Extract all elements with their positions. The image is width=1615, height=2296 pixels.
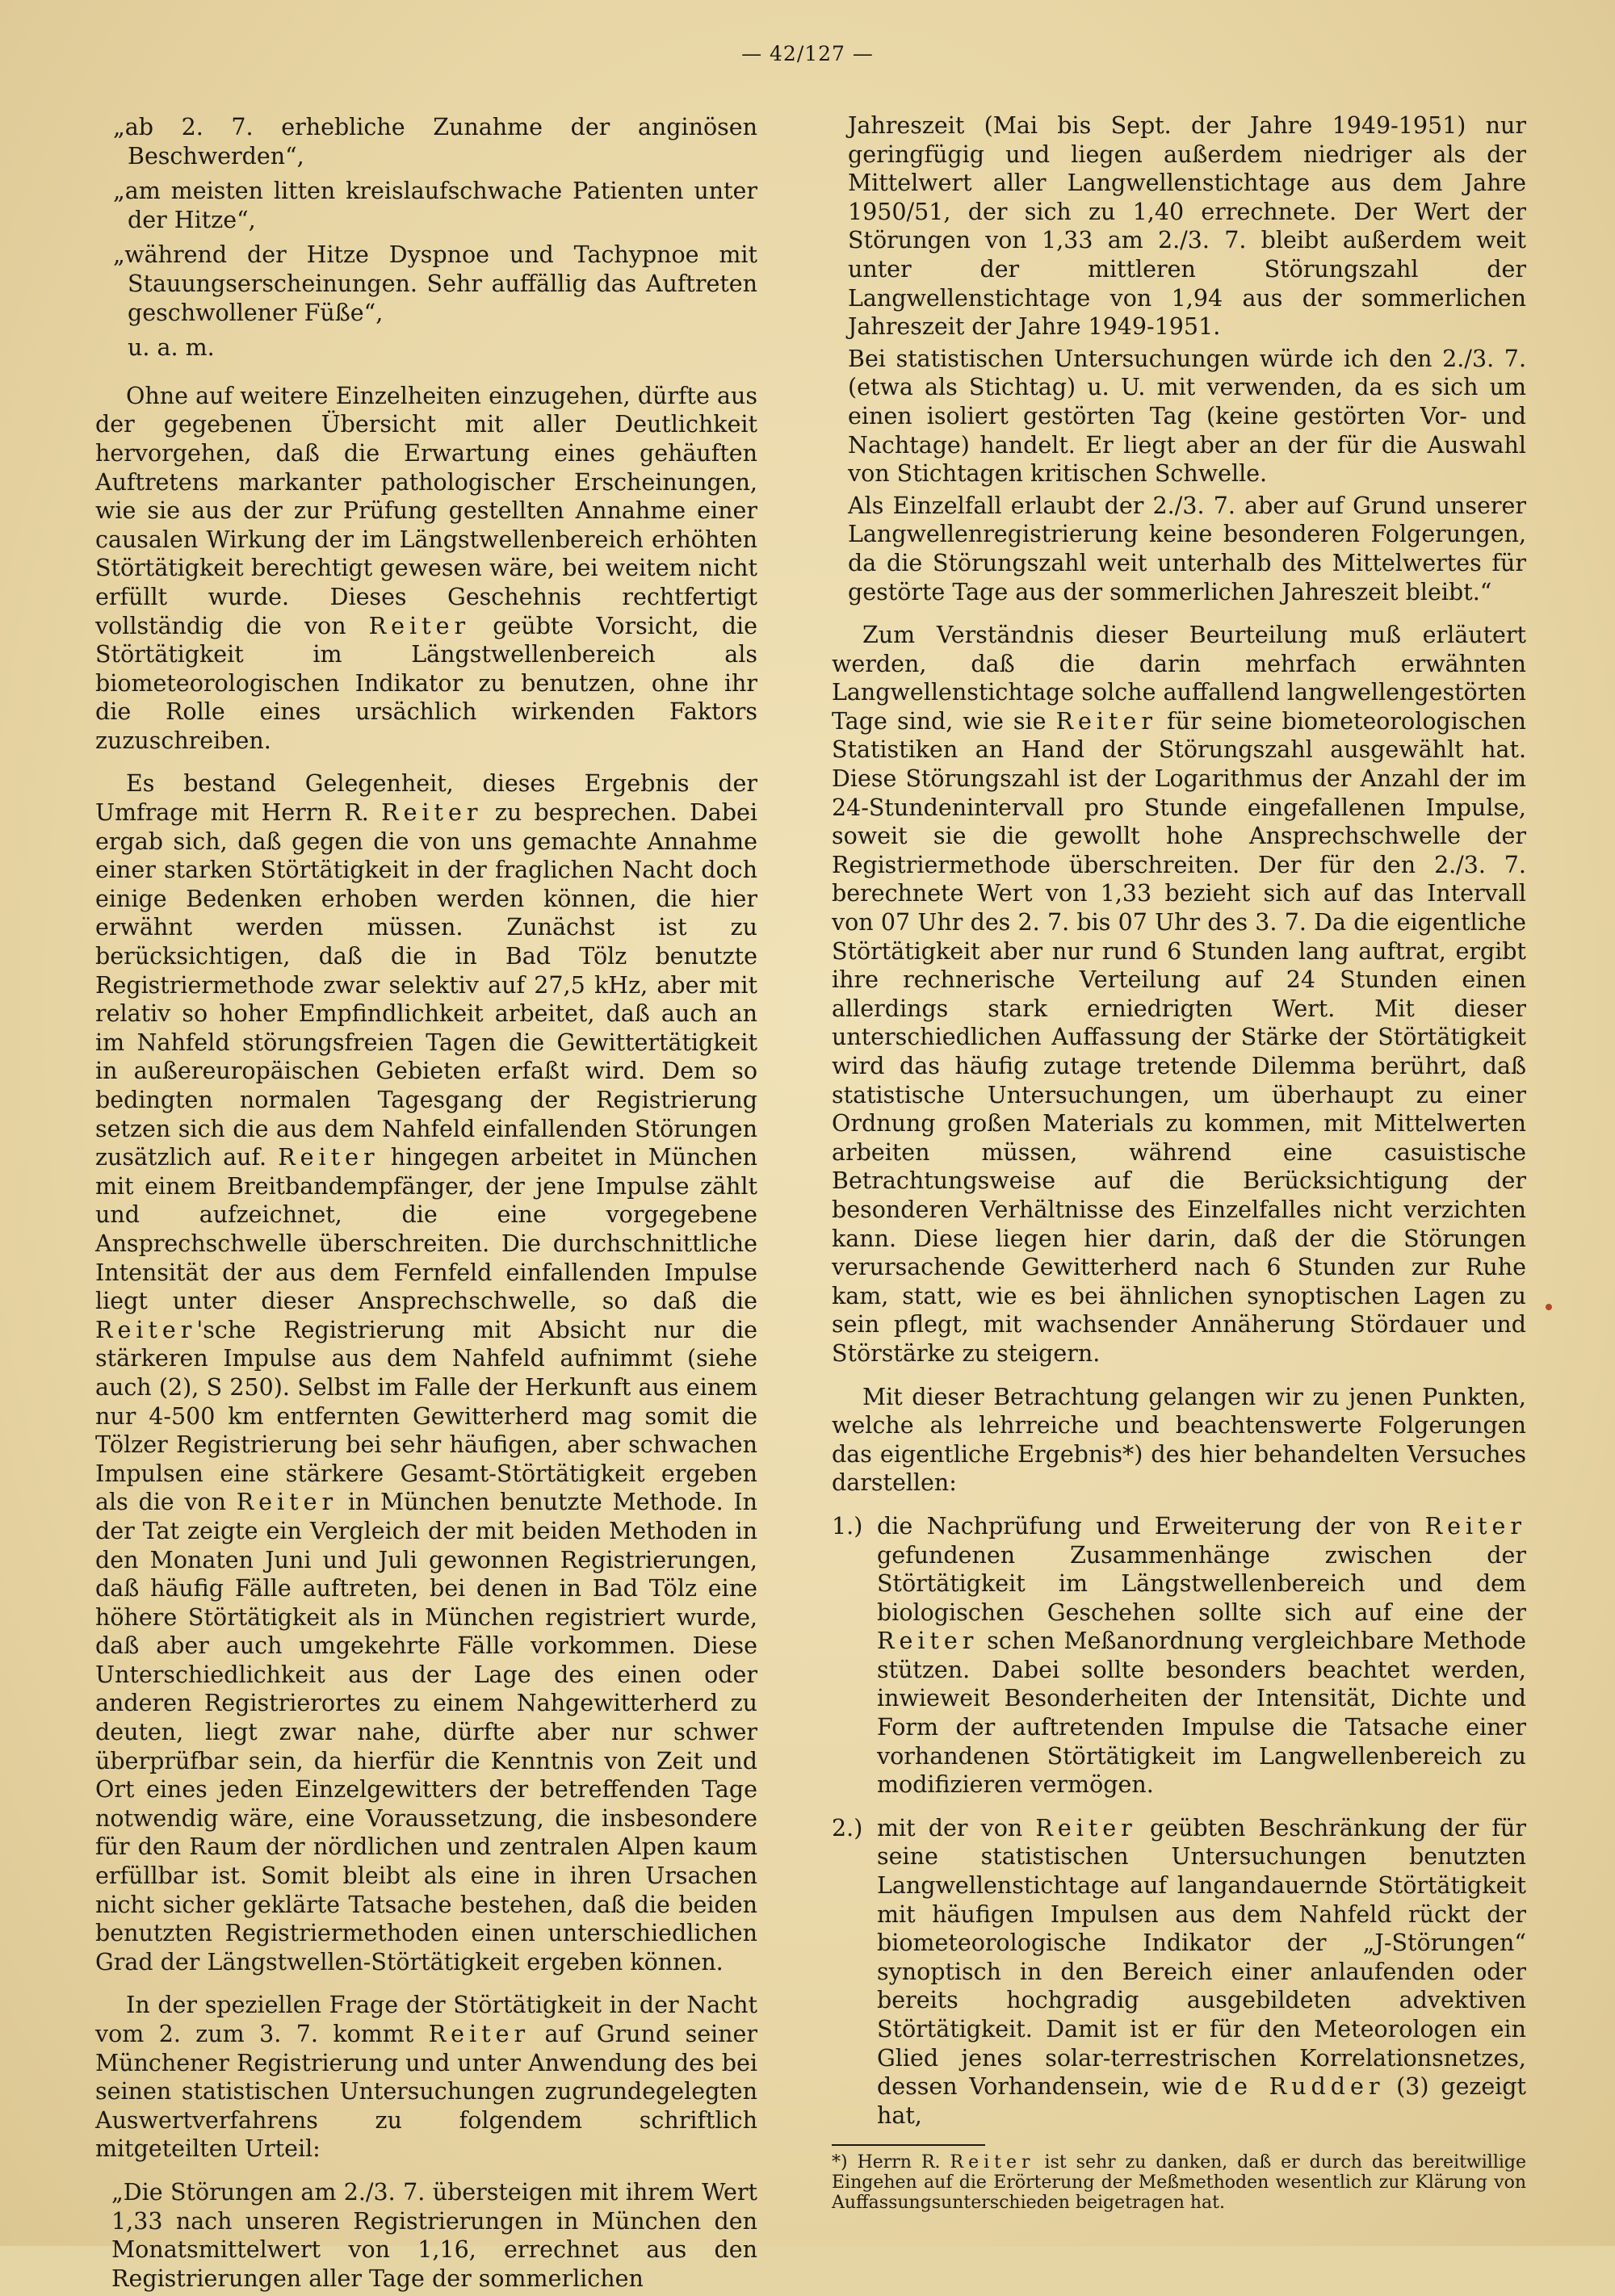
quote-item: „ab 2. 7. erhebliche Zunahme der anginösen Beschwerden“, — [113, 114, 757, 170]
paragraph: Zum Verständnis dieser Beurteilung muß erläutert werden, daß die darin mehrfach erwähnten Langwellenstichtage solche auffallend langwellengestörten Tage sind, wie sie Reiter für seine biometeorologischen Statistiken an Hand der Störungszahl ausgewählt hat. Diese Störungszahl ist der Logarithmus der Anzahl der im 24-Stundenintervall pro Stunde eingefallenen Impulse, soweit sie die gewollt hohe Ansprechschwelle der Registriermethode überschreiten. Der für den 2./3. 7. berechnete Wert von 1,33 bezieht sich auf das Intervall von 07 Uhr des 2. 7. bis 07 Uhr des 3. 7. Da die eigentliche Störtätigkeit aber nur rund 6 Stunden lang auftrat, ergibt ihre rechnerische Verteilung auf 24 Stunden einen allerdings stark erniedrigten Wert. Mit dieser unterschiedlichen Auffassung der Stärke der Störtätigkeit wird das häufig zutage tretende Dilemma berührt, daß statistische Untersuchungen, um überhaupt zu einer Ordnung großen Materials zu kommen, mit Mittelwerten arbeiten müssen, während eine casuistische Betrachtungsweise auf die Berücksichtigung der besonderen Verhältnisse des Einzelfalles nicht verzichten kann. Diese liegen hier darin, daß der die Störungen verursachende Gewitterherd nach 6 Stunden zur Ruhe kam, statt, wie es bei ähnlichen synoptischen Lagen zu sein pflegt, mit wachsender Annäherung Stördauer und Störstärke zu steigern. — [832, 622, 1527, 1367]
item-number: 2.) — [832, 1814, 863, 1841]
author-name: Reiter — [95, 1316, 197, 1343]
quote-item: „während der Hitze Dyspnoe und Tachypnoe mit Stauungserscheinungen. Sehr auffällig das Auftreten geschwollener Füße“, — [113, 241, 757, 326]
item-number: 1.) — [832, 1512, 863, 1540]
page-number: — 42/127 — — [741, 42, 874, 65]
paper-spot — [1546, 1304, 1552, 1310]
quote-item: „am meisten litten kreislaufschwache Patienten unter der Hitze“, — [113, 178, 757, 233]
quote-paragraph: Bei statistischen Untersuchungen würde ich den 2./3. 7. (etwa als Stichtag) u. U. mit verwenden, da es sich um einen isoliert gestörten Tag (keine gestörten Vor- und Nachtage) handelt. Er liegt aber an der für die Auswahl von Stichtagen kritischen Schwelle. — [848, 345, 1526, 488]
author-name: de Rudder — [1214, 2073, 1385, 2101]
conclusion-item-2 — [832, 1814, 1526, 2131]
left-column — [95, 113, 757, 2296]
author-name: Reiter — [428, 2021, 531, 2047]
author-name: Reiter — [278, 1144, 380, 1171]
author-name: Reiter — [1055, 707, 1157, 735]
paragraph: In der speziellen Frage der Störtätigkeit in der Nacht vom 2. zum 3. 7. kommt Reiter auf Grund seiner Münchener Registrierung und unter Anwendung des bei seinen statistischen Untersuchungen zugrundegelegten Auswertverfahrens zu folgendem schriftlich mitgeteilten Urteil: — [95, 1992, 758, 2163]
reiter-quote — [95, 2178, 757, 2293]
author-name: Reiter — [877, 1628, 979, 1655]
quote-paragraph: „Die Störungen am 2./3. 7. übersteigen mit ihrem Wert 1,33 nach unseren Registrierungen in München den Monatsmittelwert von 1,16, errechnet aus den Registrierungen aller Tage der sommerlichen — [111, 2178, 757, 2292]
author-name: Reiter — [381, 799, 483, 827]
quote-end: u. a. m. — [128, 334, 215, 362]
patient-quotes — [95, 113, 757, 362]
paragraph: Mit dieser Betrachtung gelangen wir zu jenen Punkten, welche als lehrreiche und beachtenswerte Folgerungen das eigentliche Ergebnis*) des hier behandelten Versuches darstellen: — [832, 1383, 1526, 1497]
quote-paragraph: Jahreszeit (Mai bis Sept. der Jahre 1949-1951) nur geringfügig und liegen außerdem niedriger als der Mittelwert aller Langwellenstichtage aus dem Jahre 1950/51, der sich zu 1,40 errechnete. Der Wert der Störungen von 1,33 am 2./3. 7. bleibt außerdem weit unter der mittleren Störungszahl der Langwellenstichtage von 1,94 aus der sommerlichen Jahreszeit der Jahre 1949-1951. — [848, 112, 1526, 341]
paragraph: Ohne auf weitere Einzelheiten einzugehen, dürfte aus der gegebenen Übersicht mit aller Deutlichkeit hervorgehen, daß die Erwartung eines gehäuften Auftretens markanter pathologischer Erscheinungen, wie sie aus der zur Prüfung gestellten Annahme einer causalen Wirkung der im Längstwellenbereich erhöhten Störtätigkeit berechtigt gewesen wäre, bei weitem nicht erfüllt wurde. Dieses Geschehnis rechtfertigt vollständig die von Reiter geübte Vorsicht, die Störtätigkeit im Längstwellenbereich als biometeorologischen Indikator zu benutzen, ohne ihr die Rolle eines ursächlich wirkenden Faktors zuzuschreiben. — [95, 382, 757, 754]
reiter-quote-continued — [832, 111, 1526, 606]
item-text: mit der von Reiter geübten Beschränkung der für seine statistischen Untersuchungen benutzten Langwellenstichtage auf langandauernde Störtätigkeit mit häufigen Impulsen aus dem Nahfeld rückt der biometeorologische Indikator der „J-Störungen“ synoptisch in den Bereich einer anlaufenden oder bereits hochgradig ausgebildeten advektiven Störtätigkeit. Damit ist er für den Meteorologen ein Glied jenes solar-terrestrischen Korrelationsnetzes, dessen Vorhandensein, wie de Rudder (3) gezeigt hat, — [877, 1814, 1526, 2129]
author-name: Reiter — [236, 1489, 338, 1516]
author-name: Reiter — [950, 2152, 1035, 2173]
paragraph: Es bestand Gelegenheit, dieses Ergebnis der Umfrage mit Herrn R. Reiter zu besprechen. Dabei ergab sich, daß gegen die von uns gemachte Annahme einer starken Störtätigkeit in der fraglichen Nacht doch einige Bedenken erhoben werden können, die hier erwähnt werden müssen. Zunächst ist zu berücksichtigen, daß die in Bad Tölz benutzte Registriermethode zwar selektiv auf 27,5 kHz, aber mit relativ so hoher Empfindlichkeit arbeitet, daß auch an im Nahfeld störungsfreien Tagen die Gewittertätigkeit in außereuropäischen Gebieten erfaßt wird. Dem so bedingten normalen Tagesgang der Registrierung setzen sich die aus dem Nahfeld einfallenden Störungen zusätzlich auf. Reiter hingegen arbeitet in München mit einem Breitbandempfänger, der jene Impulse zählt und aufzeichnet, die eine vorgegebene Ansprechschwelle überschreiten. Die durchschnittliche Intensität der aus dem Fernfeld einfallenden Impulse liegt unter dieser Ansprechschwelle, so daß die Reiter'sche Registrierung mit Absicht nur die stärkeren Impulse aus dem Nahfeld aufnimmt (siehe auch (2), S 250). Selbst im Falle der Herkunft aus einem nur 4-500 km entfernten Gewitterherd mag somit die Tölzer Registrierung bei sehr häufigen, aber schwachen Impulsen eine stärkere Gesamt-Störtätigkeit ergeben als die von Reiter in München benutzte Methode. In der Tat zeigte ein Vergleich der mit beiden Methoden in den Monaten Juni und Juli gewonnen Registrierungen, daß häufig Fälle auftreten, bei denen in Bad Tölz eine höhere Störtätigkeit als in München registriert wurde, daß aber auch umgekehrte Fälle vorkommen. Diese Unterschiedlichkeit aus der Lage des einen oder anderen Registrierortes zu einem Nahgewitterherd zu deuten, liegt zwar nahe, dürfte aber nur schwer überprüfbar sein, da hierfür die Kenntnis von Zeit und Ort eines jeden Einzelgewitters der betreffenden Tage notwendig wäre, eine Voraussetzung, die insbesondere für den Raum der nördlichen und zentralen Alpen kaum erfüllbar ist. Somit bleibt als eine in ihren Ursachen nicht sicher geklärte Tatsache bestehen, daß die beiden benutzten Registriermethoden einen unterschiedlichen Grad der Längstwellen-Störtätigkeit ergeben können. — [95, 770, 758, 1975]
author-name: Reiter — [1035, 1814, 1137, 1841]
footnote-divider — [832, 2144, 985, 2146]
author-name: Reiter — [1424, 1512, 1527, 1540]
right-column — [832, 111, 1526, 2213]
footnote: *) Herrn R. Reiter ist sehr zu danken, daß er durch das bereitwillige Eingehen auf die Erörterung der Meßmethoden wesentlich zur Klärung von Auffassungsunterschieden beigetragen hat. — [832, 2152, 1526, 2214]
quote-paragraph: Als Einzelfall erlaubt der 2./3. 7. aber auf Grund unserer Langwellenregistrierung keine besonderen Folgerungen, da die Störungszahl weit unterhalb des Mittelwertes für gestörte Tage aus der sommerlichen Jahreszeit bleibt.“ — [848, 492, 1526, 605]
item-text: die Nachprüfung und Erweiterung der von Reiter gefundenen Zusammenhänge zwischen der Störtätigkeit im Längstwellenbereich und dem biologischen Geschehen sollte sich auf eine der Reiter schen Meßanordnung vergleichbare Methode stützen. Dabei sollte besonders beachtet werden, inwieweit Besonderheiten der Intensität, Dichte und Form der auftretenden Impulse die Tatsache einer vorhandenen Störtätigkeit im Langwellenbereich zu modifizieren vermögen. — [877, 1512, 1527, 1799]
conclusion-item-1 — [832, 1512, 1526, 1800]
author-name: Reiter — [368, 612, 471, 639]
